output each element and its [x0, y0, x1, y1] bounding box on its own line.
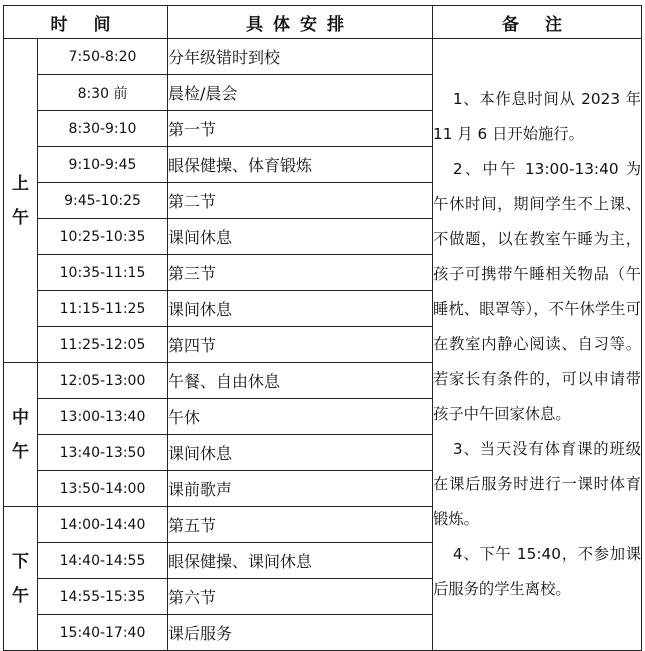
- time-cell: 12:05-13:00: [38, 363, 168, 399]
- time-cell: 8:30 前: [38, 75, 168, 111]
- header-notes: 备 注: [433, 6, 642, 39]
- activity-cell: 第一节: [168, 111, 433, 147]
- activity-cell: 第五节: [168, 507, 433, 543]
- time-cell: 13:50-14:00: [38, 471, 168, 507]
- header-row: [4, 6, 642, 39]
- period-afternoon-char-1: 下: [12, 551, 29, 572]
- activity-cell: 眼保健操、课间休息: [168, 543, 433, 579]
- period-noon: [4, 363, 38, 507]
- header-arrangement: 具体安排: [168, 6, 433, 39]
- time-cell: 10:25-10:35: [38, 219, 168, 255]
- time-cell: 7:50-8:20: [38, 39, 168, 75]
- period-noon-char-2: 午: [12, 441, 29, 462]
- period-morning: [4, 39, 38, 363]
- table-row: [4, 39, 642, 75]
- activity-cell: 第六节: [168, 579, 433, 615]
- time-cell: 14:55-15:35: [38, 579, 168, 615]
- time-cell: 10:35-11:15: [38, 255, 168, 291]
- activity-cell: 第二节: [168, 183, 433, 219]
- period-noon-char-1: 中: [12, 407, 29, 428]
- period-afternoon: [4, 507, 38, 651]
- schedule-table: [3, 5, 642, 651]
- header-time: 时 间: [4, 6, 168, 39]
- activity-cell: 午餐、自由休息: [168, 363, 433, 399]
- time-cell: 8:30-9:10: [38, 111, 168, 147]
- activity-cell: 课间休息: [168, 435, 433, 471]
- time-cell: 9:45-10:25: [38, 183, 168, 219]
- time-cell: 14:40-14:55: [38, 543, 168, 579]
- notes-cell: [433, 39, 642, 651]
- note-3: 3、当天没有体育课的班级在课后服务时进行一课时体育锻炼。: [433, 440, 642, 528]
- activity-cell: 课间休息: [168, 291, 433, 327]
- time-cell: 13:00-13:40: [38, 399, 168, 435]
- activity-cell: 眼保健操、体育锻炼: [168, 147, 433, 183]
- time-cell: 9:10-9:45: [38, 147, 168, 183]
- time-cell: 13:40-13:50: [38, 435, 168, 471]
- note-1: 1、本作息时间从 2023 年 11 月 6 日开始施行。: [433, 90, 642, 143]
- activity-cell: 课前歌声: [168, 471, 433, 507]
- time-cell: 15:40-17:40: [38, 615, 168, 651]
- note-4: 4、下午 15:40，不参加课后服务的学生离校。: [433, 545, 642, 598]
- time-cell: 11:25-12:05: [38, 327, 168, 363]
- activity-cell: 课后服务: [168, 615, 433, 651]
- activity-cell: 分年级错时到校: [168, 39, 433, 75]
- activity-cell: 第三节: [168, 255, 433, 291]
- period-morning-char-2: 午: [12, 207, 29, 228]
- time-cell: 14:00-14:40: [38, 507, 168, 543]
- activity-cell: 午休: [168, 399, 433, 435]
- activity-cell: 第四节: [168, 327, 433, 363]
- period-morning-char-1: 上: [12, 173, 29, 194]
- period-afternoon-char-2: 午: [12, 585, 29, 606]
- time-cell: 11:15-11:25: [38, 291, 168, 327]
- note-2: 2、中午 13:00-13:40 为午休时间，期间学生不上课、不做题，以在教室午睡为主，孩子可携带午睡相关物品（午睡枕、眼罩等），不午休学生可在教室内静心阅读、自习等。若家长有条件的，可以申请带孩子中午回家休息。: [433, 160, 642, 423]
- activity-cell: 晨检/晨会: [168, 75, 433, 111]
- activity-cell: 课间休息: [168, 219, 433, 255]
